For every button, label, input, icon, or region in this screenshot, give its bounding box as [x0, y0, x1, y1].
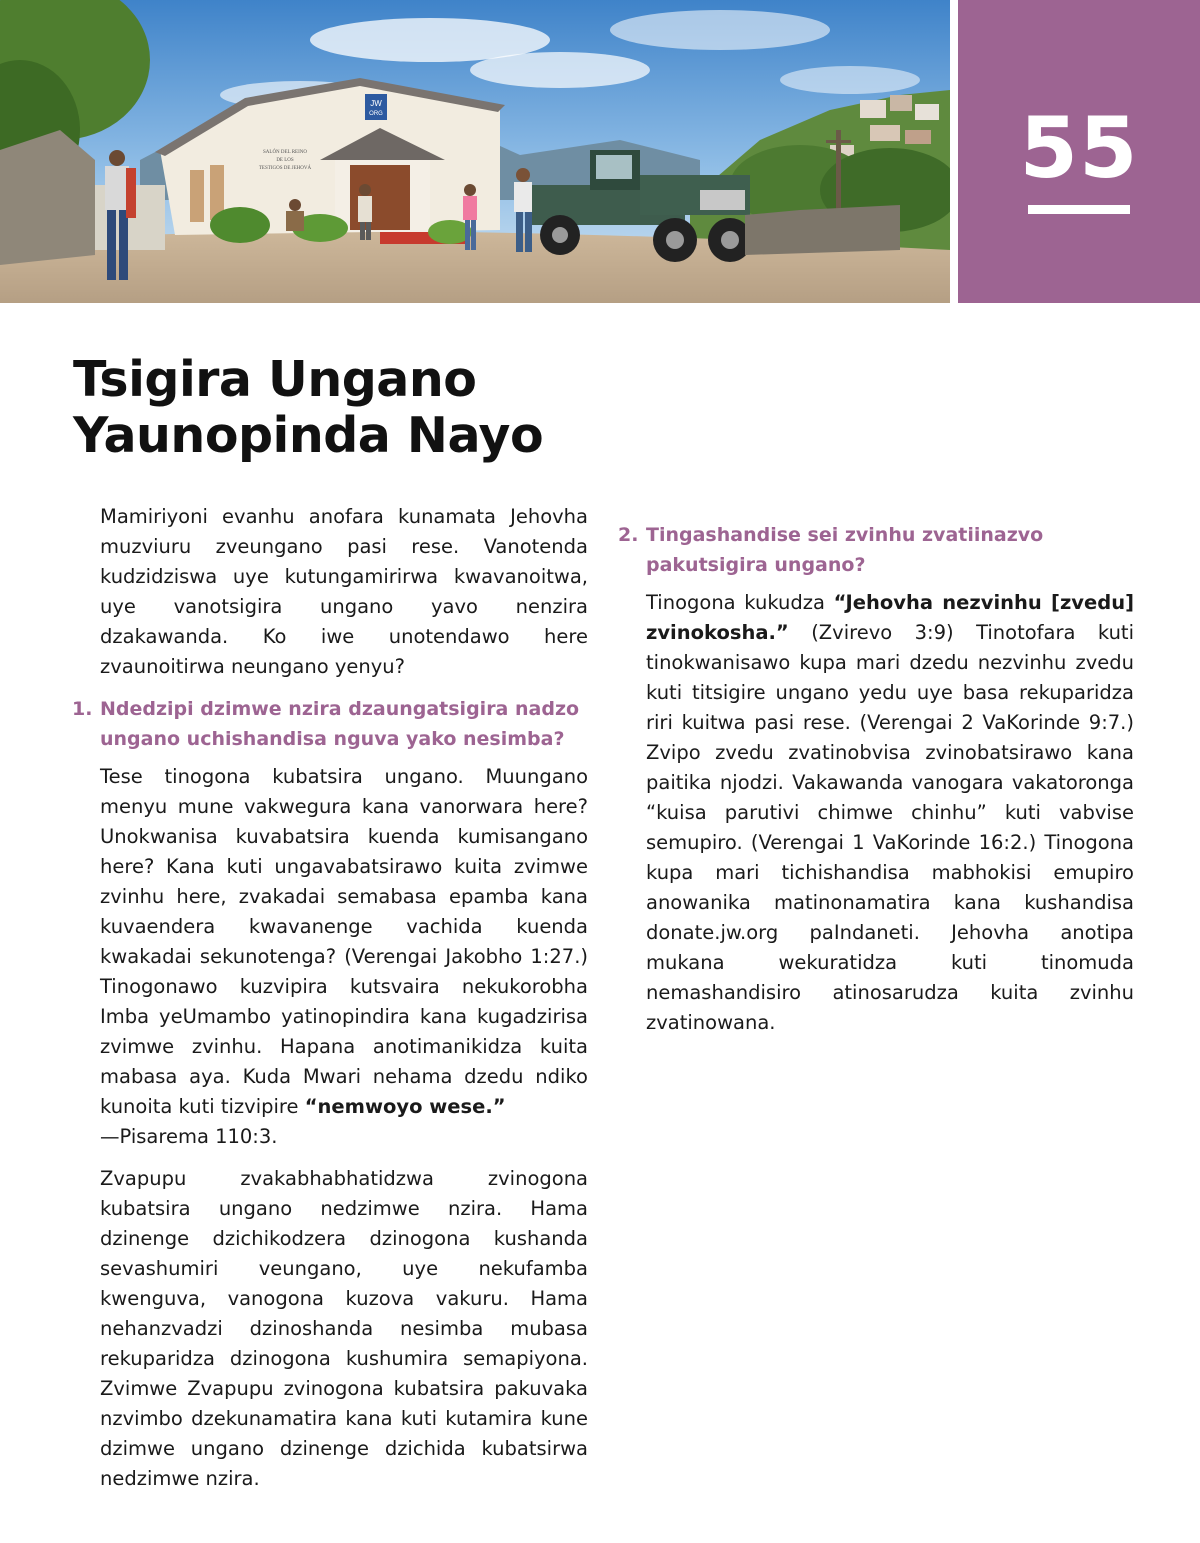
hero-photo [0, 0, 950, 303]
answer-1-reference: —Pisarema 110:3. [100, 1125, 278, 1148]
person-sweeping [358, 184, 372, 240]
answer-1-text: Tese tinogona kubatsira ungano. Muungano menyu mune vakwegura kana vanorwara here? Unokwanisa kuvabatsira kuenda kumisangano here? Kana kuti ungavabatsirawo kuita zvimwe zvinhu here, zvakadai semabasa epamba kana kuvaendera kwavanenge vachida kuenda kwakadai sekunotenga? (Verengai Jakobho 1:27.) Tinogonawo kuzvipira kutsvaira nekukorobha Imba yeUmambo yatinopindira kana kugadzirisa zvimwe zvinhu. Hapana anotimanikidza kuita mabasa aya. Kuda Mwari nehama dzedu ndiko kunoita kuti tizvipire [100, 765, 588, 1118]
right-column [618, 502, 1134, 1050]
question-2-text: Tingashandise sei zvinhu zvatiinazvo pakutsigira ungano? [646, 524, 1044, 576]
lesson-number: 55 [1019, 99, 1139, 197]
answer-2-paragraph [646, 588, 1134, 1038]
title-line-2: Yaunopinda Nayo [73, 407, 544, 464]
title-line-1: Tsigira Ungano [73, 351, 477, 408]
left-column [72, 502, 588, 1506]
question-2 [618, 520, 1134, 580]
hall-text-2: DE LOS [276, 158, 294, 163]
intro-paragraph: Mamiriyoni evanhu anofara kunamata Jehovha muzviuru zveungano pasi rese. Vanotenda kudzidziswa uye kutungamirirwa kwavanoitwa, uye vanotsigira ungano yavo nenzira dzakawanda. Ko iwe unotendawo here zvaunoitirwa neungano yenyu? [100, 505, 588, 678]
hall-text-1: SALÓN DEL REINO [263, 150, 307, 155]
question-2-number: 2. [618, 524, 639, 546]
question-1-text: Ndedzipi dzimwe nzira dzaungatsigira nadzo ungano uchishandisa nguva yako nesimba? [100, 698, 580, 750]
answer-2-text: (Zvirevo 3:9) Tinotofara kuti tinokwanisawo kupa mari dzedu nezvinhu zvedu kuti titsigire ungano yedu uye basa rekuparidza riri kuitwa pasi rese. (Verengai 2 VaKorinde 9:7.) Zvipo zvedu zvatinobvisa zvinobatsirawo kana paitika njodzi. Vakawanda vanogara vakatoronga “kuisa parutivi chimwe chinhu” kuti vabvise semupiro. (Verengai 1 VaKorinde 16:2.) Tinogona kupa mari tichishandisa mabhokisi emupiro anowanika matinonamatira kana kushandisa donate.jw.org paIndaneti. Jehovha anotipa mukana wekuratidza kuti tinomuda nemashandisiro atinosarudza kuita zvinhu zvatinowana. [646, 621, 1134, 1034]
hall-text-3: TESTIGOS DE JEHOVÁ [258, 166, 312, 171]
answer-1-paragraph-1 [100, 762, 588, 1152]
question-1-number: 1. [72, 698, 93, 720]
answer-2-quote: “Jehovha nezvinhu [zvedu] zvinokosha.” [646, 591, 1134, 644]
lesson-number-rule [1028, 205, 1130, 214]
sign-jw: JW [370, 99, 382, 108]
question-1 [72, 694, 588, 754]
answer-2-lead: Tinogona kukudza [646, 591, 825, 614]
kingdom-hall-illustration [0, 0, 950, 303]
sign-org: ORG [369, 111, 383, 117]
answer-1-quote: “nemwoyo wese.” [304, 1095, 506, 1118]
page-title [73, 352, 543, 464]
answer-1-paragraph-2: Zvapupu zvakabhabhatidzwa zvinogona kubatsira ungano nedzimwe nzira. Hama dzinenge dzichikodzera dzinogona kushanda sevashumiri veungano, uye nekufamba kwenguva, vanogona kuzova vakuru. Hama nehanzvadzi dzinoshanda nesimba mubasa rekuparidza dzinogona kushumira semapiyona. Zvimwe Zvapupu zvinogona kubatsira pakuvaka nzvimbo dzekunamatira kana kuti kutamira kune dzimwe ungano dzinenge dzichida kubatsirwa nedzimwe nzira. [100, 1167, 588, 1490]
lesson-number-box [958, 0, 1200, 303]
